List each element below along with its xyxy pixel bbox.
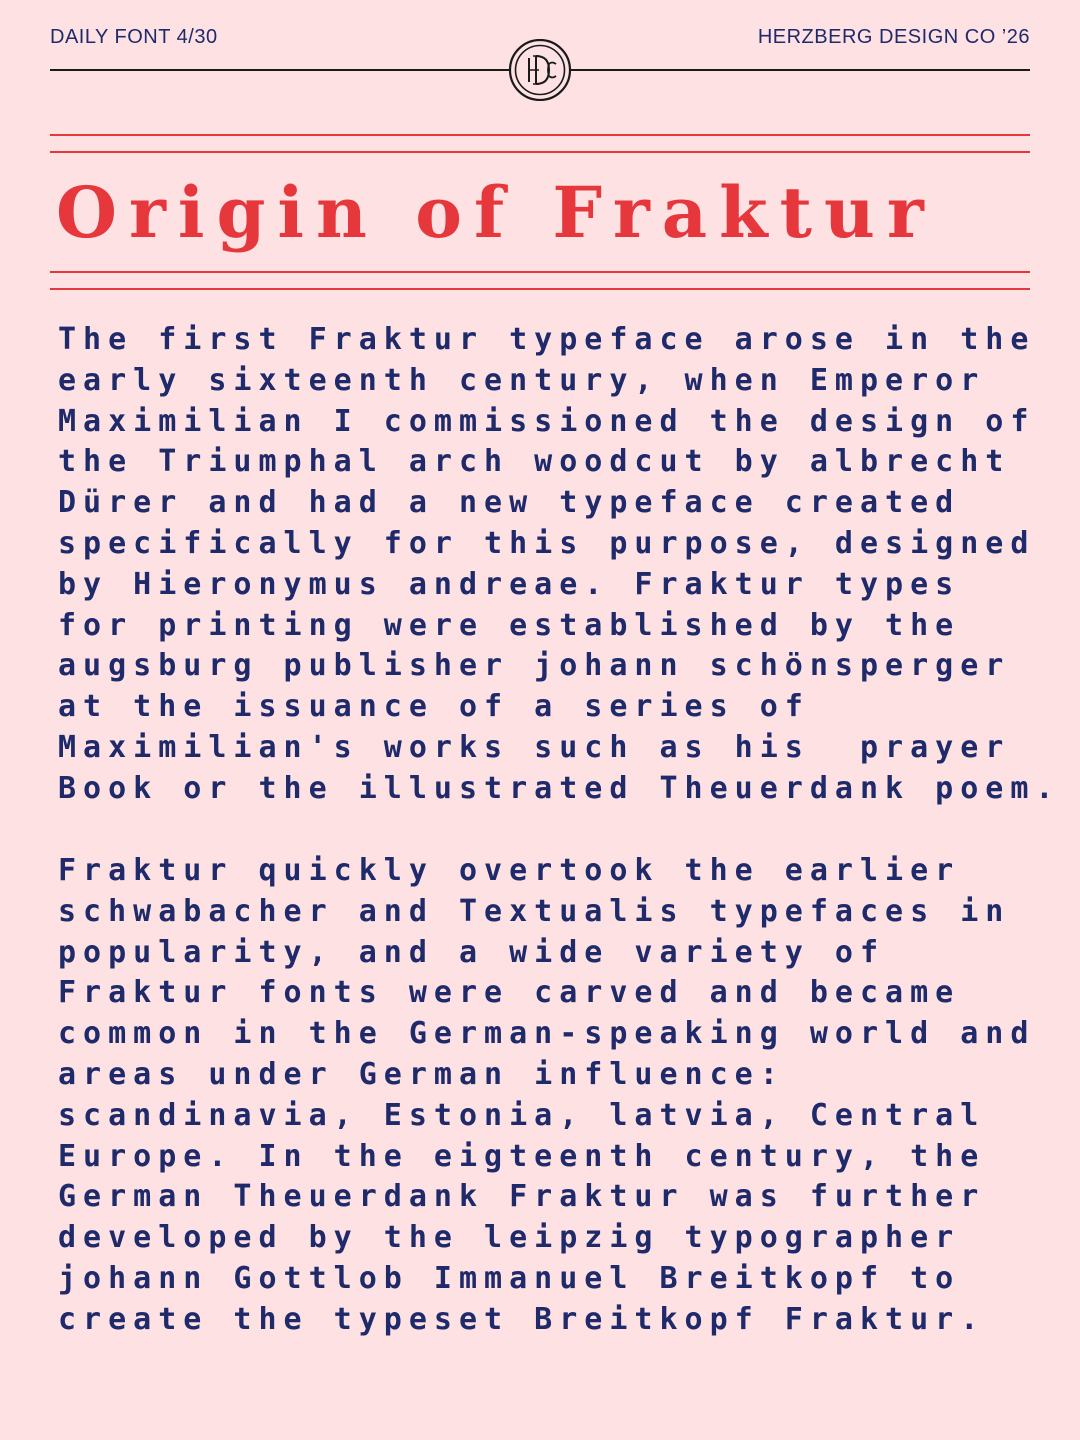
paragraph-line: at the issuance of a series of bbox=[58, 689, 810, 725]
paragraph-line: popularity, and a wide variety of bbox=[58, 934, 886, 970]
series-label: DAILY FONT 4/30 bbox=[50, 26, 218, 48]
paragraph-line: the Triumphal arch woodcut by albrecht bbox=[58, 444, 1011, 480]
monogram-seal-logo bbox=[509, 39, 571, 101]
paragraph-line: johann Gottlob Immanuel Breitkopf to bbox=[58, 1260, 961, 1296]
title-rule-top-2 bbox=[50, 151, 1030, 153]
paragraph-line: The first Fraktur typeface arose in the bbox=[58, 322, 1036, 357]
paragraph-line: Fraktur quickly overtook the earlier bbox=[58, 853, 961, 888]
paragraph-line: German Theuerdank Fraktur was further bbox=[58, 1179, 986, 1215]
paragraph-line: scandinavia, Estonia, latvia, Central bbox=[58, 1097, 986, 1133]
title-rule-top-1 bbox=[50, 134, 1030, 136]
studio-label: HERZBERG DESIGN CO ’26 bbox=[757, 26, 1030, 48]
paragraph-line: developed by the leipzig typographer bbox=[58, 1220, 961, 1256]
paragraph-line: augsburg publisher johann schönsperger bbox=[58, 648, 1011, 684]
paragraph-line: by Hieronymus andreae. Fraktur types bbox=[58, 566, 961, 602]
page-title: Origin of Fraktur bbox=[56, 171, 936, 254]
paragraph-line: common in the German-speaking world and bbox=[58, 1016, 1036, 1052]
paragraph-line: areas under German influence: bbox=[58, 1056, 785, 1092]
paragraph-line: for printing were established by the bbox=[58, 607, 961, 643]
paragraph-line: Maximilian's works such as his prayer bbox=[58, 729, 1011, 765]
paragraph-line: create the typeset Breitkopf Fraktur. bbox=[58, 1301, 986, 1337]
paragraph-line: Europe. In the eigteenth century, the bbox=[58, 1138, 986, 1174]
paragraph-line: Book or the illustrated Theuerdank poem. bbox=[58, 770, 1061, 806]
body-paragraph-1 bbox=[58, 320, 1061, 810]
paragraph-line: early sixteenth century, when Emperor bbox=[58, 362, 986, 398]
body-paragraph-2 bbox=[58, 851, 1048, 1341]
paragraph-line: Maximilian I commissioned the design of bbox=[58, 403, 1036, 439]
title-rule-bottom-2 bbox=[50, 288, 1030, 290]
title-rule-bottom-1 bbox=[50, 271, 1030, 273]
paragraph-line: schwabacher and Textualis typefaces in bbox=[58, 893, 1011, 929]
paragraph-line: Fraktur fonts were carved and became bbox=[58, 975, 961, 1011]
paragraph-line: Dürer and had a new typeface created bbox=[58, 485, 961, 521]
paragraph-line: specifically for this purpose, designed bbox=[58, 525, 1036, 561]
